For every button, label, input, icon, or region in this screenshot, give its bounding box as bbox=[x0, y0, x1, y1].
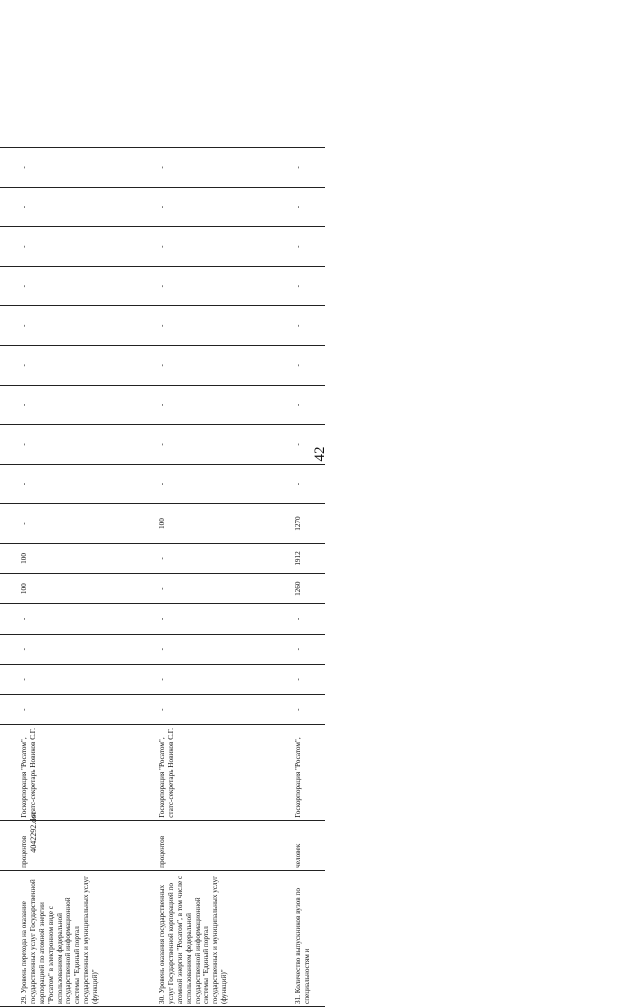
value-cell: - bbox=[293, 634, 325, 664]
value-cell: - bbox=[157, 664, 293, 694]
value-cell: - bbox=[293, 346, 325, 386]
value-cell: - bbox=[157, 604, 293, 634]
value-cell bbox=[0, 464, 19, 504]
indicator-table-sheet bbox=[0, 147, 430, 1007]
value-cell: - bbox=[293, 266, 325, 306]
value-cell bbox=[0, 346, 19, 386]
responsible-cell bbox=[0, 725, 19, 820]
value-cell: - bbox=[19, 346, 157, 386]
value-cell: - bbox=[19, 227, 157, 267]
value-cell bbox=[0, 543, 19, 573]
indicator-table bbox=[0, 147, 325, 1007]
value-cell: - bbox=[157, 148, 293, 188]
value-cell bbox=[0, 306, 19, 346]
value-cell: - bbox=[157, 634, 293, 664]
row-number: 31. bbox=[294, 995, 303, 1004]
value-cell: - bbox=[19, 306, 157, 346]
value-cell: - bbox=[19, 148, 157, 188]
page-number: 42 bbox=[312, 446, 328, 462]
indicator-name bbox=[157, 870, 293, 1006]
value-cell bbox=[0, 385, 19, 425]
value-cell: - bbox=[293, 695, 325, 725]
responsible-cell: Госкорпорация "Росатом", статс-секретарь Новиков С.Г. bbox=[19, 725, 157, 820]
value-cell bbox=[0, 266, 19, 306]
value-cell: - bbox=[19, 385, 157, 425]
value-cell: - bbox=[157, 385, 293, 425]
value-cell: - bbox=[19, 425, 157, 465]
value-cell: - bbox=[157, 695, 293, 725]
footer-filename: 4042292.doc bbox=[29, 811, 38, 853]
value-cell: - bbox=[19, 634, 157, 664]
value-cell bbox=[0, 148, 19, 188]
indicator-label: Количество выпускников вузов по специальностям и bbox=[294, 888, 312, 1004]
value-cell: - bbox=[293, 464, 325, 504]
value-cell: - bbox=[19, 504, 157, 544]
value-cell: 100 bbox=[157, 504, 293, 544]
value-cell: - bbox=[19, 187, 157, 227]
value-cell: - bbox=[157, 306, 293, 346]
value-cell: 100 bbox=[19, 543, 157, 573]
value-cell: - bbox=[157, 346, 293, 386]
value-cell: - bbox=[293, 148, 325, 188]
value-cell bbox=[0, 634, 19, 664]
value-cell bbox=[0, 227, 19, 267]
indicator-label: Уровень перехода на оказание государственных услуг Государственной корпорацией по атомной энергии "Росатом" в электронном виде с использованием федеральной государственной информационной системы "Единый портал государственных и муниципальных услуг (функций)" bbox=[20, 875, 99, 1004]
indicator-name bbox=[19, 870, 157, 1006]
unit-cell: процентов bbox=[157, 820, 293, 870]
value-cell: - bbox=[19, 266, 157, 306]
row-number: 29. bbox=[20, 995, 29, 1004]
value-cell: - bbox=[293, 227, 325, 267]
unit-cell: процентов bbox=[19, 820, 157, 870]
value-cell bbox=[0, 425, 19, 465]
value-cell: - bbox=[157, 266, 293, 306]
value-cell: - bbox=[19, 664, 157, 694]
responsible-cell: Госкорпорация "Росатом", статс-секретарь Новиков С.Г. bbox=[157, 725, 293, 820]
indicator-label: Уровень оказания государственных услуг Государственной корпорацией по атомной энергии "Росатом", в том числе с использованием федеральной государственной информационной системы "Единый портал государственных и муниципальных услуг (функций)" bbox=[158, 875, 228, 1004]
table-row bbox=[157, 148, 293, 1007]
value-cell bbox=[0, 695, 19, 725]
value-cell: - bbox=[157, 464, 293, 504]
value-cell: - bbox=[157, 227, 293, 267]
value-cell: 100 bbox=[19, 574, 157, 604]
value-cell: - bbox=[293, 604, 325, 634]
responsible-cell: Госкорпорация "Росатом", bbox=[293, 725, 325, 820]
value-cell: - bbox=[157, 425, 293, 465]
row-number: 30. bbox=[158, 995, 167, 1004]
value-cell: - bbox=[157, 543, 293, 573]
value-cell: - bbox=[293, 664, 325, 694]
value-cell: - bbox=[293, 306, 325, 346]
value-cell: 1912 bbox=[293, 543, 325, 573]
value-cell bbox=[0, 504, 19, 544]
value-cell: - bbox=[157, 187, 293, 227]
unit-cell: человек bbox=[293, 820, 325, 870]
table-row bbox=[293, 148, 325, 1007]
unit-cell bbox=[0, 820, 19, 870]
value-cell: 1270 bbox=[293, 504, 325, 544]
table-row bbox=[0, 148, 19, 1007]
value-cell: - bbox=[19, 695, 157, 725]
indicator-name bbox=[0, 870, 19, 1006]
value-cell bbox=[0, 574, 19, 604]
value-cell: - bbox=[293, 425, 325, 465]
value-cell bbox=[0, 187, 19, 227]
table-row bbox=[19, 148, 157, 1007]
value-cell: - bbox=[19, 464, 157, 504]
value-cell: 1260 bbox=[293, 574, 325, 604]
value-cell: - bbox=[293, 187, 325, 227]
indicator-name bbox=[293, 870, 325, 1006]
value-cell: - bbox=[157, 574, 293, 604]
value-cell bbox=[0, 664, 19, 694]
value-cell: - bbox=[19, 604, 157, 634]
value-cell: - bbox=[293, 385, 325, 425]
value-cell bbox=[0, 604, 19, 634]
